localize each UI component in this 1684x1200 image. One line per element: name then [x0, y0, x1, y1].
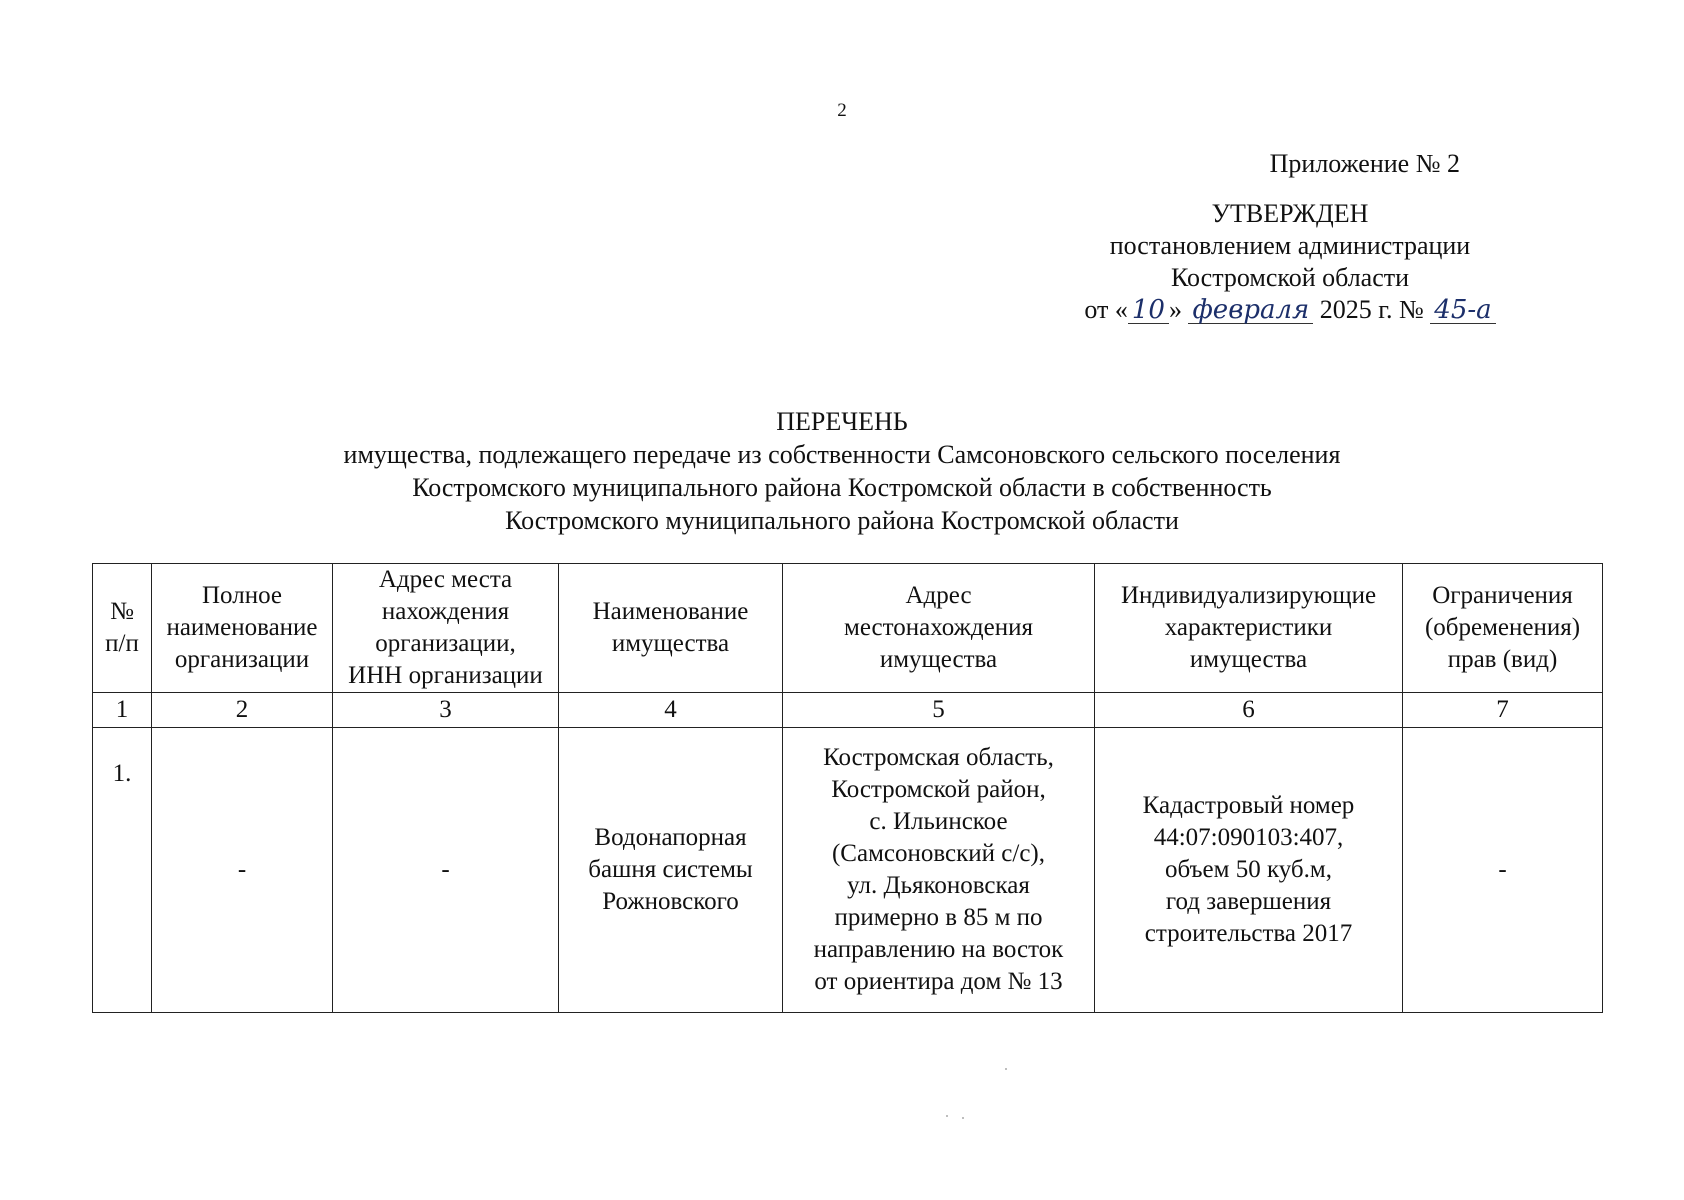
header-cell: Адрес места нахождения организации, ИНН организации: [333, 564, 559, 693]
page-number: 2: [837, 100, 847, 121]
restrictions-cell: -: [1403, 728, 1603, 1013]
approval-date-line: [1040, 294, 1540, 326]
header-cell: Адрес местонахождения имущества: [783, 564, 1095, 693]
column-number: 6: [1095, 693, 1403, 728]
approved-label: УТВЕРЖДЕН: [1211, 199, 1369, 228]
column-number: 2: [152, 693, 333, 728]
title-line-3: Костромского муниципального района Костромской области: [505, 506, 1179, 535]
document-title: [0, 405, 1684, 537]
title-line-1: имущества, подлежащего передаче из собственности Самсоновского сельского поселения: [343, 440, 1341, 469]
approval-line-2: Костромской области: [1170, 263, 1410, 292]
property-name-cell: Водонапорная башня системы Рожновского: [559, 728, 783, 1013]
header-cell: Наименование имущества: [559, 564, 783, 693]
scan-speck: [962, 1117, 964, 1119]
property-table: [92, 563, 1603, 1013]
handwritten-day: 10: [1128, 297, 1169, 324]
handwritten-number: 45-а: [1430, 297, 1495, 324]
date-year: 2025 г. №: [1319, 295, 1424, 324]
approval-block: [1040, 148, 1540, 326]
column-number-row: [93, 693, 1603, 728]
header-cell: № п/п: [93, 564, 152, 693]
column-number: 4: [559, 693, 783, 728]
date-mid: »: [1168, 295, 1182, 324]
property-address-cell: Костромская область, Костромской район, с. Ильинское (Самсоновский с/с), ул. Дьяконовская примерно в 85 м по направлению на восток от ориентира дом № 13: [783, 728, 1095, 1013]
organization-name-cell: -: [152, 728, 333, 1013]
column-number: 1: [93, 693, 152, 728]
scan-speck: [1005, 1068, 1007, 1070]
column-number: 7: [1403, 693, 1603, 728]
title-heading: ПЕРЕЧЕНЬ: [776, 407, 908, 436]
column-number: 5: [783, 693, 1095, 728]
date-prefix: от «: [1084, 295, 1128, 324]
annex-label: Приложение № 2: [1269, 149, 1460, 178]
approval-line-1: постановлением администрации: [1109, 231, 1471, 260]
organization-address-cell: -: [333, 728, 559, 1013]
row-number-cell: 1.: [93, 728, 152, 1013]
table-header-row: [93, 564, 1603, 693]
title-line-2: Костромского муниципального района Костромской области в собственность: [412, 473, 1272, 502]
header-cell: Ограничения (обременения) прав (вид): [1403, 564, 1603, 693]
scan-speck: [946, 1115, 948, 1117]
property-characteristics-cell: Кадастровый номер 44:07:090103:407, объем 50 куб.м, год завершения строительства 2017: [1095, 728, 1403, 1013]
table-row: [93, 728, 1603, 1013]
header-cell: Полное наименование организации: [152, 564, 333, 693]
column-number: 3: [333, 693, 559, 728]
header-cell: Индивидуализирующие характеристики имущества: [1095, 564, 1403, 693]
handwritten-month: февраля: [1188, 297, 1313, 324]
